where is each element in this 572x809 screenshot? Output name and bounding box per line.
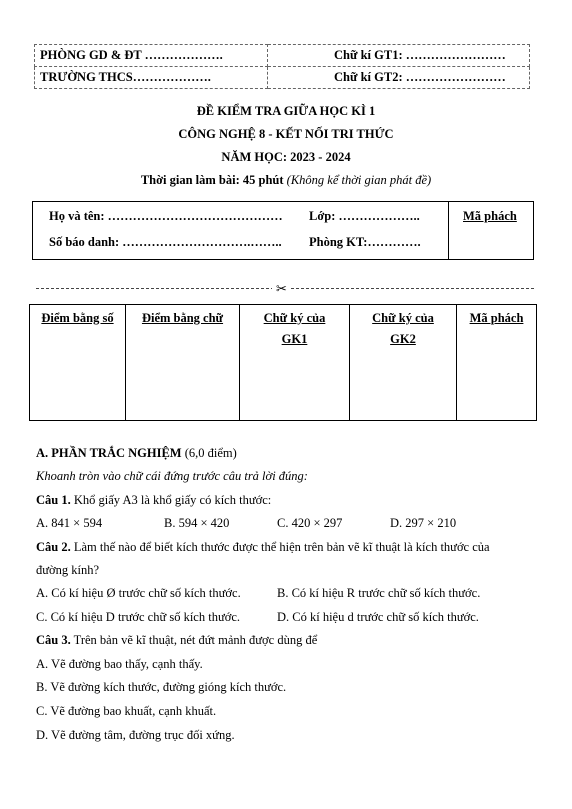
- q1-option-b[interactable]: B. 594 × 420: [164, 516, 230, 530]
- student-info-box: [32, 201, 534, 260]
- section-title-bold: A. PHẦN TRẮC NGHIỆM: [36, 446, 182, 460]
- q1-option-d[interactable]: D. 297 × 210: [390, 516, 457, 530]
- q2-text-cont: đường kính?: [36, 563, 100, 577]
- question-3: [36, 633, 317, 648]
- school-cell: TRƯỜNG THCS……………….: [35, 67, 268, 89]
- q3-option-a[interactable]: A. Vẽ đường bao thấy, cạnh thấy.: [36, 657, 203, 671]
- section-points: (6,0 điểm): [184, 446, 237, 460]
- q1-label: Câu 1.: [36, 493, 71, 507]
- section-title: [36, 446, 237, 461]
- time-note: (Không kể thời gian phát đề): [286, 173, 432, 187]
- q2-label: Câu 2.: [36, 540, 71, 554]
- q3-option-b[interactable]: B. Vẽ đường kích thước, đường gióng kích thước.: [36, 680, 287, 694]
- gk2-sub: GK2: [390, 332, 416, 346]
- gk1-cell: [240, 305, 350, 421]
- q1-text: Khổ giấy A3 là khổ giấy có kích thước:: [73, 493, 272, 507]
- sig2-cell: Chữ kí GT2: ……………………: [268, 67, 530, 89]
- question-2: [36, 540, 546, 555]
- ma-phach-header: Mã phách: [469, 311, 524, 325]
- sig1-cell: Chữ kí GT1: ……………………: [268, 45, 530, 67]
- time-line: [0, 173, 572, 188]
- gk2-cell: [350, 305, 457, 421]
- subject-title: CÔNG NGHỆ 8 - KẾT NỐI TRI THỨC: [178, 127, 394, 141]
- question-1: [36, 493, 271, 508]
- school-year: NĂM HỌC: 2023 - 2024: [221, 150, 351, 164]
- q3-text: Trên bản vẽ kĩ thuật, nét đứt mảnh được dùng để: [73, 633, 318, 647]
- dept-cell: PHÒNG GD & ĐT ……………….: [35, 45, 268, 67]
- q2-option-a[interactable]: A. Có kí hiệu Ø trước chữ số kích thước.: [36, 586, 241, 600]
- sbd-field[interactable]: Số báo danh: ………………………….……..: [49, 235, 282, 249]
- score-text-cell: [126, 305, 240, 421]
- q1-option-c[interactable]: C. 420 × 297: [277, 516, 343, 530]
- gk2-label: Chữ ký của: [372, 311, 434, 325]
- score-text-label: Điểm bằng chữ: [141, 311, 224, 325]
- q2-option-b[interactable]: B. Có kí hiệu R trước chữ số kích thước.: [277, 586, 481, 600]
- ma-phach-cell: [457, 305, 537, 421]
- q3-option-d[interactable]: D. Vẽ đường tâm, đường trục đối xứng.: [36, 728, 235, 742]
- q2-text: Làm thế nào để biết kích thước được thể hiện trên bản vẽ kĩ thuật là kích thước của: [73, 540, 490, 554]
- ma-phach-label: Mã phách: [463, 209, 517, 223]
- exam-title: ĐỀ KIỂM TRA GIỮA HỌC KÌ 1: [196, 104, 376, 118]
- room-field[interactable]: Phòng KT:………….: [309, 235, 421, 249]
- student-info-fields: [33, 202, 449, 259]
- q2-option-d[interactable]: D. Có kí hiệu d trước chữ số kích thước.: [277, 610, 479, 624]
- q2-option-c[interactable]: C. Có kí hiệu D trước chữ số kích thước.: [36, 610, 241, 624]
- gk1-label: Chữ ký của: [263, 311, 326, 325]
- score-number-cell: [30, 305, 126, 421]
- q1-option-a[interactable]: A. 841 × 594: [36, 516, 103, 530]
- section-instruction: Khoanh tròn vào chữ cái đứng trước câu trả lời đúng:: [36, 469, 308, 483]
- q3-option-c[interactable]: C. Vẽ đường bao khuất, cạnh khuất.: [36, 704, 217, 718]
- class-field[interactable]: Lớp: ………………..: [309, 209, 420, 223]
- score-number-label: Điểm bằng số: [41, 311, 114, 325]
- name-field[interactable]: Họ và tên: ……………………………………: [49, 209, 283, 223]
- q3-label: Câu 3.: [36, 633, 71, 647]
- score-table: [29, 304, 537, 421]
- scissors-icon: ✂: [272, 281, 291, 297]
- header-table: [34, 44, 530, 89]
- time-bold: Thời gian làm bài: 45 phút: [140, 173, 284, 187]
- gk1-sub: GK1: [281, 332, 308, 346]
